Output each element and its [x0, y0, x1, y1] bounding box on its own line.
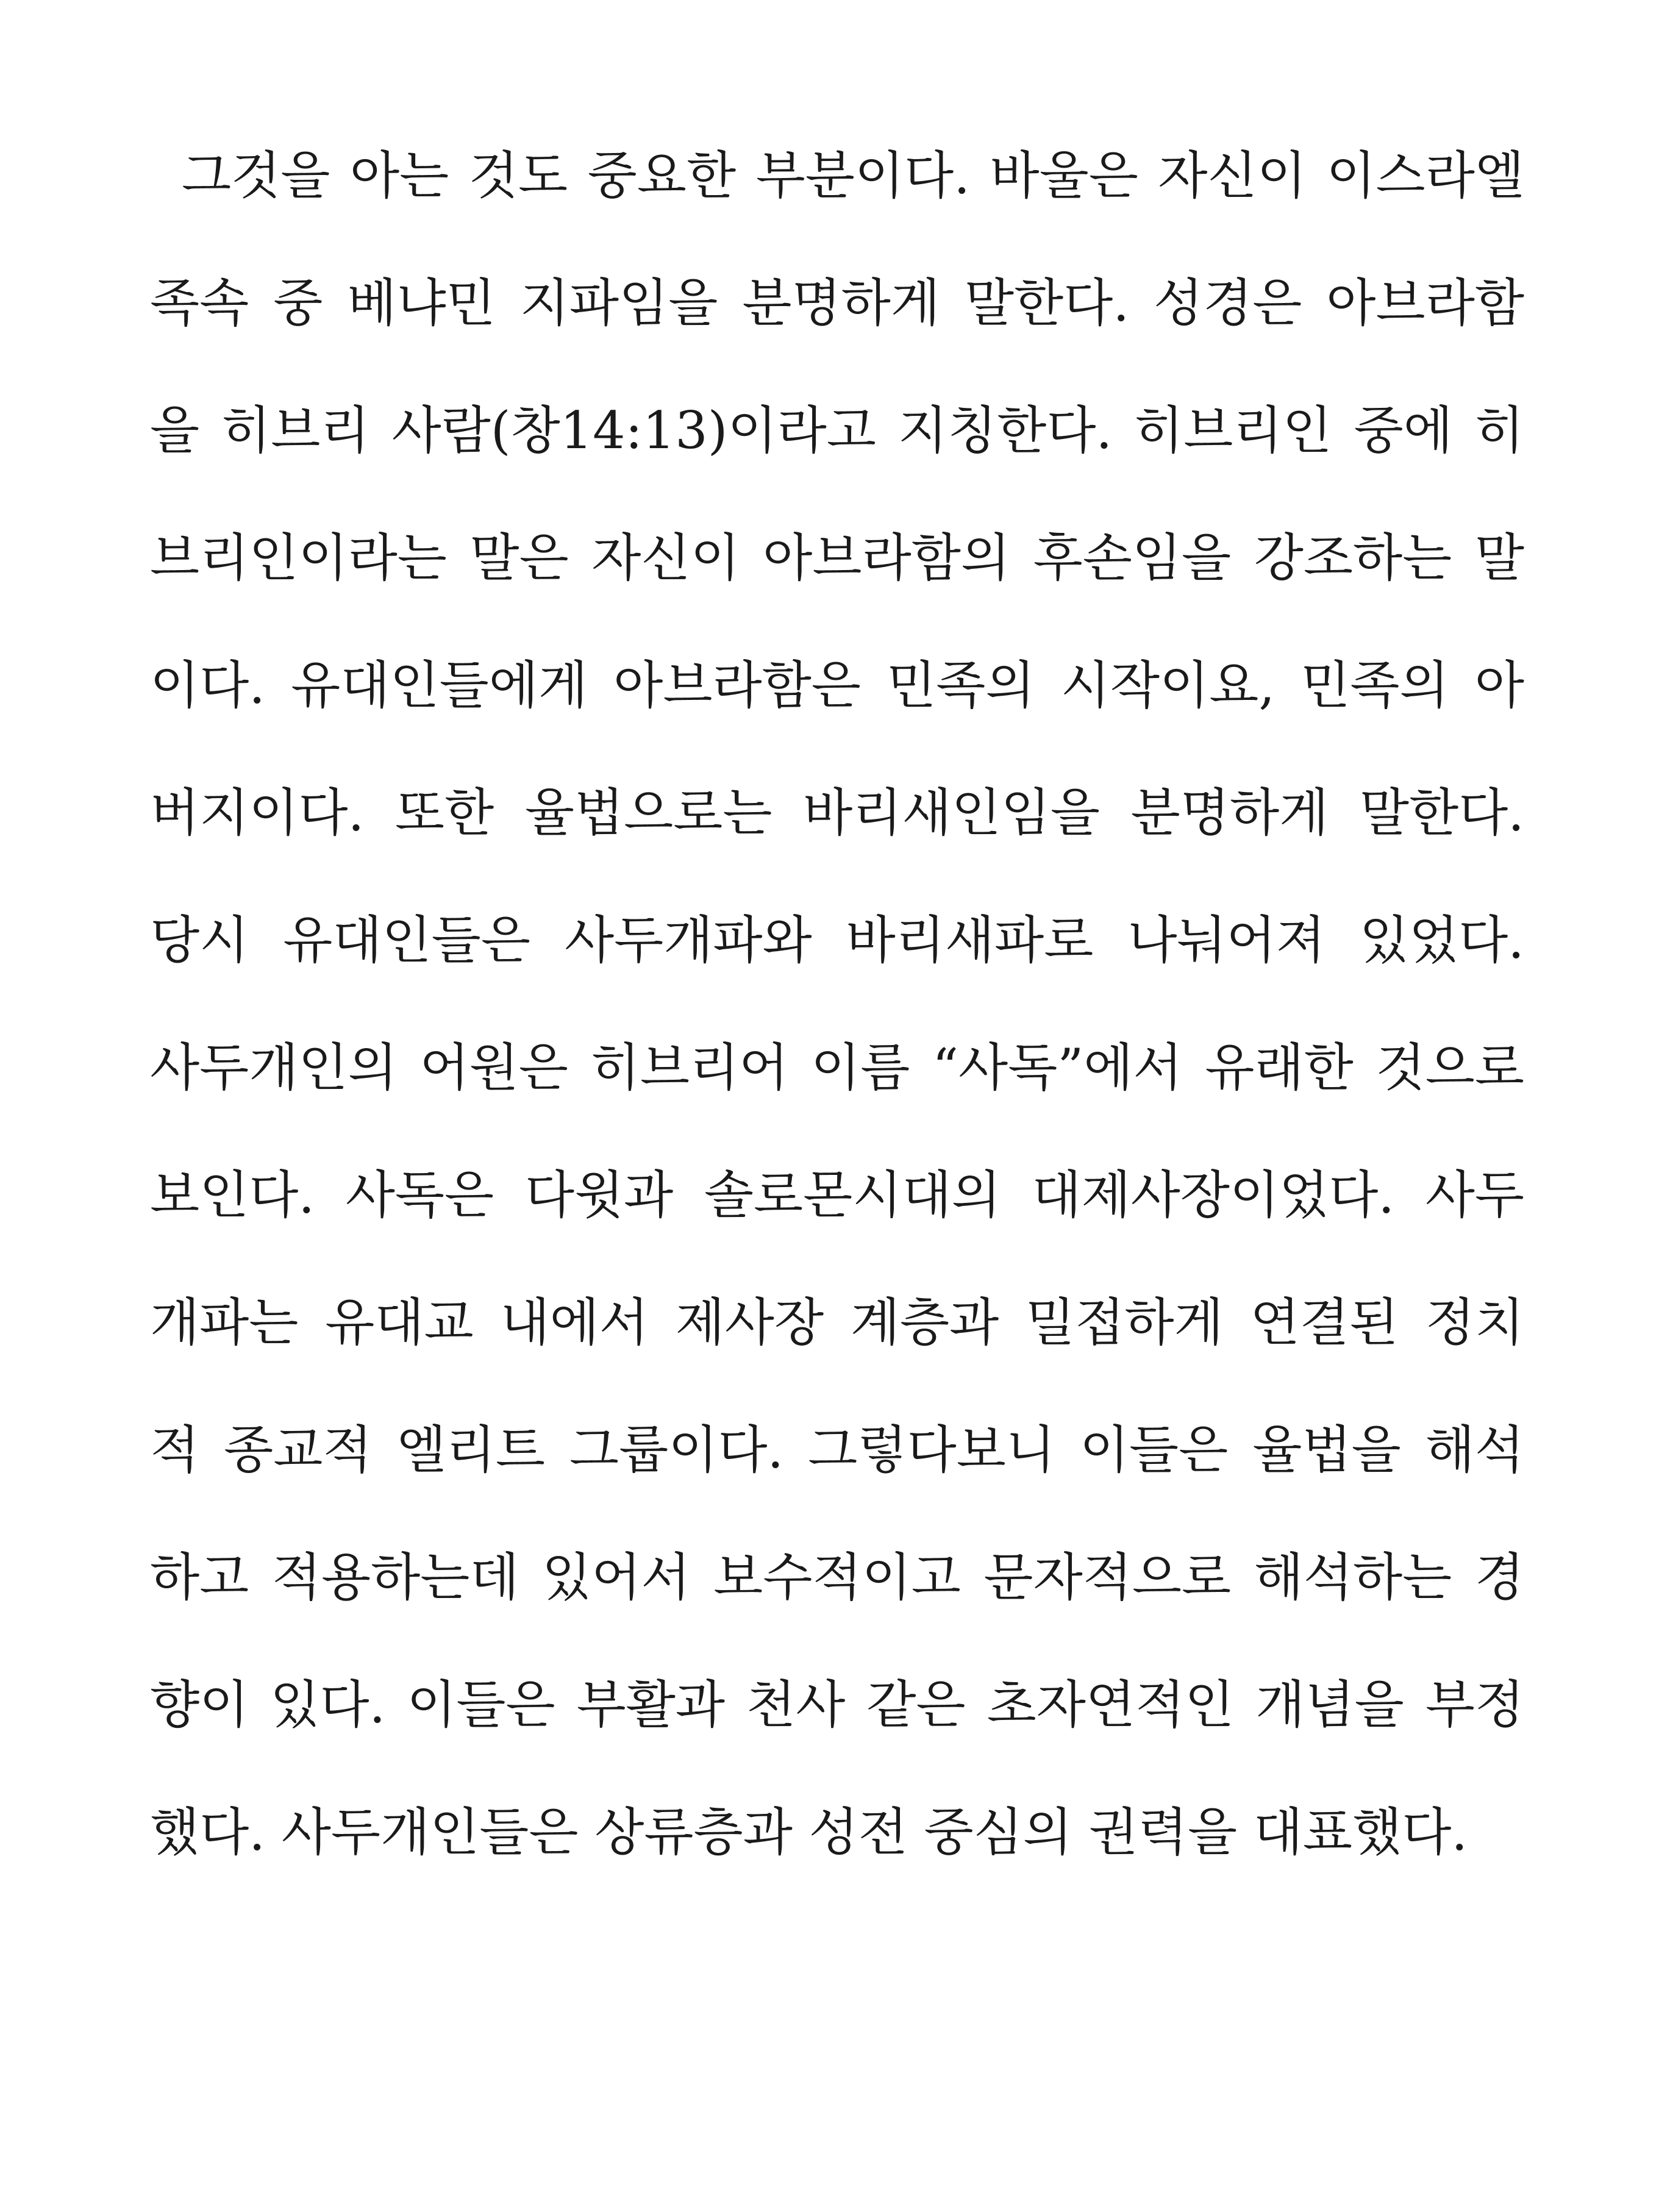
text-line-11: 적 종교적 엘리트 그룹이다. 그렇다보니 이들은 율법을 해석	[150, 1420, 1524, 1480]
text-line-14: 했다. 사두개인들은 상류층과 성전 중심의 권력을 대표했다.	[150, 1802, 1468, 1862]
body-paragraph	[150, 127, 1524, 1911]
text-line-12: 하고 적용하는데 있어서 보수적이고 문자적으로 해석하는 경	[150, 1547, 1524, 1607]
text-line-4: 브리인이라는 말은 자신이 아브라함의 후손임을 강조하는 말	[150, 528, 1524, 588]
text-line-9: 보인다. 사독은 다윗과 솔로몬시대의 대제사장이었다. 사두	[150, 1165, 1524, 1225]
text-line-8: 사두개인의 어원은 히브리어 이름 “사독”에서 유래한 것으로	[150, 1038, 1524, 1097]
text-line-5: 이다. 유대인들에게 아브라함은 민족의 시작이요, 민족의 아	[150, 655, 1524, 715]
text-line-3: 을 히브리 사람(창14:13)이라고 지칭한다. 히브리인 중에 히	[150, 401, 1524, 460]
text-line-7: 당시 유대인들은 사두개파와 바리새파로 나눠어져 있었다.	[150, 910, 1524, 970]
text-line-10: 개파는 유대교 내에서 제사장 계층과 밀접하게 연결된 정치	[150, 1293, 1524, 1352]
text-line-6: 버지이다. 또한 율법으로는 바리새인임을 분명하게 말한다.	[150, 783, 1524, 843]
text-line-1: 그것을 아는 것도 중요한 부분이다. 바울은 자신이 이스라엘	[182, 146, 1524, 205]
text-line-13: 향이 있다. 이들은 부활과 천사 같은 초자연적인 개념을 부정	[150, 1675, 1524, 1735]
text-line-2: 족속 중 베냐민 지파임을 분명하게 말한다. 성경은 아브라함	[150, 273, 1524, 333]
